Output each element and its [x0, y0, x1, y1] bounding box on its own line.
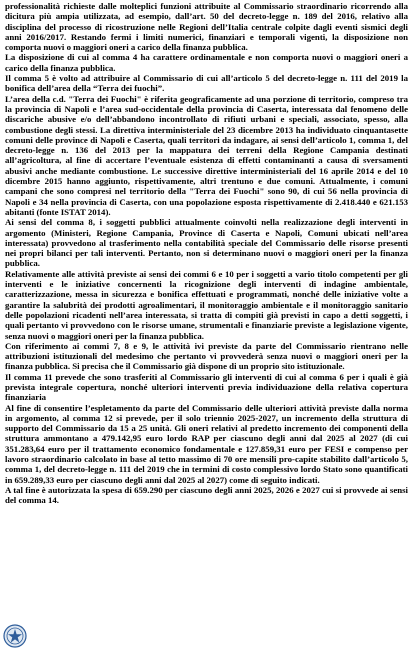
paragraph-comma-8: Ai sensi del comma 8, i soggetti pubblici attualmente coinvolti nella realizzazione degli interventi in argomento (Ministeri, Regione Campania, Province di Caserta e Napoli, Comuni ubicati nell’area interessata) provvedono al trasferimento nella contabilità speciale del Commissario delle risorse presenti nei propri bilanci per tali interventi. Pertanto, non si determinano nuovi o maggiori oneri per la finanza pubblica. — [5, 217, 408, 269]
paragraph-commi-7-8-9: Con riferimento ai commi 7, 8 e 9, le attività ivi previste da parte del Commissario rientrano nelle attribuzioni istituzionali del medesimo che pertanto vi provvederà senza nuovi o maggiori oneri per la finanza pubblica. Si precisa che il Commissario già dispone di un proprio sito istituzionale. — [5, 340, 408, 372]
emblem-icon — [3, 624, 27, 648]
paragraph-comma-5: Il comma 5 è volto ad attribuire al Commissario di cui all’articolo 5 del decreto-legge n. 111 del 2019 la bonifica dell’area della “Terra dei fuochi”. — [5, 73, 408, 94]
paragraph-commi-6-10: Relativamente alle attività previste ai sensi dei commi 6 e 10 per i soggetti a vario titolo competenti per gli interventi e le iniziative concernenti la ricognizione degli interventi di indagine ambientale, caratterizzazione, messa in sicurezza e bonifica effettuati e programmati, nonché delle iniziative volte a garantire la salubrità dei prodotti agroalimentari, il monitoraggio ambientale e il monitoraggio sanitario delle popolazioni ricadenti nell’area interessata, si tratta di compiti già previsti in capo a detti soggetti, i quali pertanto vi provvedono con le risorse umane, strumentali e finanziarie previste a legislazione vigente, senza nuovi o maggiori oneri per la finanza pubblica. — [5, 268, 408, 341]
paragraph-comma-4: La disposizione di cui al comma 4 ha carattere ordinamentale e non comporta nuovi o maggiori oneri a carico della finanza pubblica. — [5, 52, 408, 73]
paragraph-spending-authorization: A tal fine è autorizzata la spesa di 659.290 per ciascuno degli anni 2025, 2026 e 2027 cui si provvede ai sensi del comma 14. — [5, 484, 408, 506]
paragraph-terra-dei-fuochi-area: L’area della c.d. "Terra dei Fuochi" è riferita geograficamente ad una porzione di territorio, compreso tra la provincia di Napoli e l’area sud-occidentale della provincia di Caserta, interessata dal fenomeno delle discariche abusive e/o dell’abbandono incontrollato di rifiuti urbani e speciali, associato, spesso, alla combustione degli stessi. La direttiva interministeriale del 23 dicembre 2013 ha individuato cinquantasette comuni delle province di Napoli e Caserta, quali territori da indagare, ai sensi dell’articolo 1, comma 1, del decreto-legge n. 136 del 2013 per la mappatura dei terreni della Regione Campania destinati all’agricoltura, al fine di accertare l’eventuale esistenza di effetti contaminanti a causa di sversamenti abusivi anche mediante combustione. Le successive direttive interministeriali del 16 aprile 2014 e del 10 dicembre 2015 hanno aggiunto, rispettivamente, altri trentuno e due comuni. Attualmente, i comuni campani che sono compresi nel territorio della "Terra dei Fuochi" sono 90, di cui 56 nella provincia di Napoli e 34 nella provincia di Caserta, con una popolazione esposta rispettivamente di 2.418.440 e 621.153 abitanti (fonte ISTAT 2014). — [5, 93, 408, 217]
paragraph-comma-11: Il comma 11 prevede che sono trasferiti al Commissario gli interventi di cui al comma 6 per i quali è già prevista integrale copertura, nonché ulteriori interventi previa individuazione della relativa copertura finanziaria — [5, 371, 408, 403]
paragraph-staff-professionalism: professionalità richieste dalle molteplici funzioni attribuite al Commissario straordinario ricorrendo alla dicitura più ampia utilizzata, ad esempio, dall’art. 50 del decreto-legge n. 189 del 2016, relativo alla disciplina del processo di ricostruzione nelle Regioni dell’Italia centrale colpite dagli eventi sismici degli anni 2016/2017. Restando fermi i limiti numerici, finanziari e temporali vigenti, la disposizione non comporta nuovi o maggiori oneri a carico della finanza pubblica. — [5, 1, 408, 53]
paragraph-comma-12: Al fine di consentire l’espletamento da parte del Commissario delle ulteriori attività previste dalla norma in argomento, al comma 12 si prevede, per il solo triennio 2025-2027, un incremento della struttura di supporto del Commissario da 15 a 25 unità. Gli oneri relativi al predetto incremento dei componenti della struttura ammontano a 479.142,95 euro lordo RAP per ciascuno degli anni dal 2025 al 2027 (di cui 351.283,64 euro per il trattamento economico fondamentale e 127.859,31 euro per FESI e compenso per lavoro straordinario calcolato in base al tetto massimo di 70 ore mensili pro-capite stabilito dall’articolo 5, comma 1, del decreto-legge n. 111 del 2019 che in termini di costo complessivo lordo Stato sono quantificati in 659.289,33 euro per ciascuno degli anni dal 2025 al 2027) come di seguito indicati. — [5, 402, 408, 485]
